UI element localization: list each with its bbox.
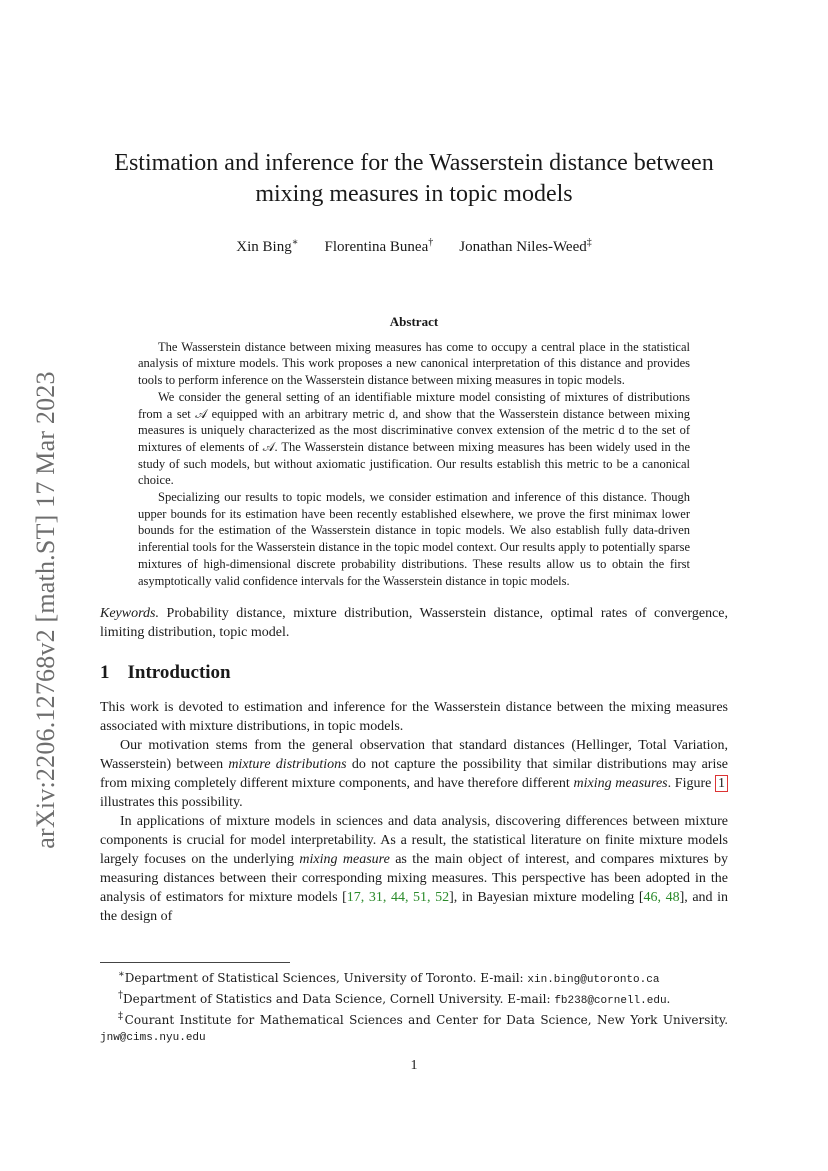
section-heading	[100, 662, 728, 684]
email: xin.bing@utoronto.ca	[527, 974, 660, 986]
footnotes	[100, 962, 728, 1046]
author: Jonathan Niles-Weed‡	[459, 237, 592, 255]
citation-links[interactable]: 46, 48	[643, 890, 680, 906]
paper-title	[100, 148, 728, 210]
section-title: Introduction	[127, 662, 231, 684]
email: fb238@cornell.edu	[554, 995, 667, 1007]
paper-page	[100, 148, 728, 926]
email: jnw@cims.nyu.edu	[100, 1032, 206, 1044]
footnote: ∗Department of Statistical Sciences, University of Toronto. E-mail: xin.bing@utoronto.ca	[118, 969, 660, 986]
section-number: 1	[100, 662, 110, 684]
abstract	[138, 314, 690, 589]
footnote: †Department of Statistics and Data Science, Cornell University. E-mail: fb238@cornell.edu.	[118, 990, 671, 1007]
abstract-paragraph: The Wasserstein distance between mixing measures has come to occupy a central place in the statistical analysis of mixture models. This work proposes a new canonical interpretation of this distance and provides tools to perform inference on the Wasserstein distance between mixing measures in topic models.	[138, 339, 690, 388]
keywords-text: Probability distance, mixture distribution, Wasserstein distance, optimal rates of convergence, limiting distribution, topic model.	[100, 606, 729, 641]
footnote: ‡Courant Institute for Mathematical Sciences and Center for Data Science, New York University. jnw@cims.nyu.edu	[100, 1011, 729, 1044]
keywords-label: Keywords.	[100, 606, 159, 622]
arxiv-identifier: arXiv:2206.12768v2 [math.ST] 17 Mar 2023	[31, 371, 60, 849]
abstract-paragraph: Specializing our results to topic models, we consider estimation and inference of this distance. Though upper bounds for its estimation have been recently established elsewhere, we prove the first minimax lower bounds for the estimation of the Wasserstein distance in topic models. We also establish fully data-driven inferential tools for the Wasserstein distance in the topic model context. Our results apply to potentially sparse mixtures of high-dimensional discrete probability distributions. These results allow us to obtain the first asymptotically valid confidence intervals for the Wasserstein distance in topic models.	[138, 490, 690, 588]
author: Xin Bing∗	[236, 237, 299, 255]
title-line-1: Estimation and inference for the Wasserstein distance between	[114, 150, 714, 176]
author-list	[100, 237, 728, 256]
author: Florentina Bunea†	[324, 237, 434, 255]
figure-link[interactable]: 1	[715, 775, 728, 792]
paragraph: In applications of mixture models in sciences and data analysis, discovering differences between mixture components is crucial for model interpretability. As a result, the statistical literature on finite mixture models largely focuses on the underlying mixing measure as the main object of interest, and compares mixtures by measuring distances between their corresponding mixing measures. This perspective has been adopted in the analysis of estimators for mixture models [17, 31, 44, 51, 52], in Bayesian mixture modeling [46, 48], and in the design of	[100, 814, 729, 925]
footnote-rule	[100, 962, 290, 963]
abstract-heading: Abstract	[389, 314, 439, 329]
citation-links[interactable]: 17, 31, 44, 51, 52	[346, 890, 450, 906]
page-number: 1	[410, 1058, 418, 1073]
keywords	[100, 604, 728, 642]
abstract-paragraph: We consider the general setting of an identifiable mixture model consisting of mixtures of distributions from a set 𝒜 equipped with an arbitrary metric d, and show that the Wasserstein distance between mixing measures is uniquely characterized as the most discriminative convex extension of the metric d to the set of mixtures of elements of 𝒜. The Wasserstein distance between mixing measures has been widely used in the study of such models, but without axiomatic justification. Our results establish this metric to be a canonical choice.	[138, 389, 690, 488]
title-line-2: mixing measures in topic models	[255, 181, 573, 207]
introduction-body	[100, 698, 728, 926]
paragraph: This work is devoted to estimation and inference for the Wasserstein distance between the mixing measures associated with mixture distributions, in topic models.	[100, 700, 728, 735]
paragraph: Our motivation stems from the general observation that standard distances (Hellinger, Total Variation, Wasserstein) between mixture distributions do not capture the possibility that similar distributions may arise from mixing completely different mixture components, and have therefore different mixing measures. Figure 1 illustrates this possibility.	[100, 738, 728, 811]
